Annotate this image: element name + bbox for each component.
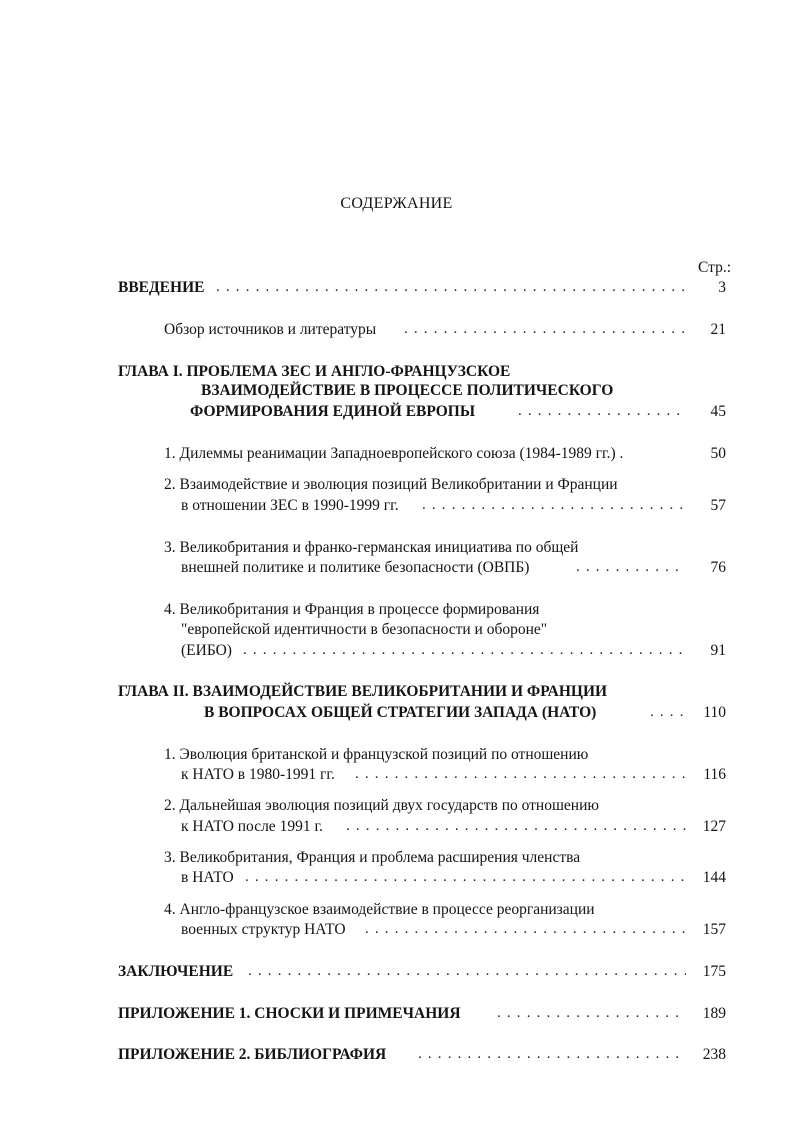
page-number: 110 (703, 704, 726, 721)
toc-entry-appendix-1: ПРИЛОЖЕНИЕ 1. СНОСКИ И ПРИМЕЧАНИЯ (118, 1005, 461, 1022)
page-number: 175 (702, 963, 726, 980)
toc-entry-intro: ВВЕДЕНИЕ (118, 279, 205, 296)
toc-section-1-4-line-3: (ЕИБО) (181, 642, 232, 659)
page-number: 91 (710, 642, 726, 659)
page-column-label: Стр.: (697, 259, 731, 276)
page-number: 127 (702, 818, 726, 835)
dot-leader (216, 278, 686, 297)
toc-section-2-1-line-1: 1. Эволюция британской и французской позиций по отношению (164, 746, 589, 763)
dot-leader (248, 962, 686, 981)
page-title: СОДЕРЖАНИЕ (340, 195, 453, 212)
page-number: 144 (702, 869, 726, 886)
toc-section-1-3-line-1: 3. Великобритания и франко-германская инициатива по общей (164, 539, 579, 556)
dot-leader (422, 496, 686, 515)
dot-leader (243, 641, 686, 660)
dot-leader (497, 1004, 686, 1023)
toc-section-2-3-line-1: 3. Великобритания, Франция и проблема расширения членства (164, 849, 581, 866)
toc-entry-appendix-2: ПРИЛОЖЕНИЕ 2. БИБЛИОГРАФИЯ (118, 1046, 387, 1063)
page-number: 3 (718, 279, 726, 296)
toc-section-2-1-line-2: к НАТО в 1980-1991 гг. (181, 766, 335, 783)
toc-section-1-2-line-2: в отношении ЗЕС в 1990-1999 гг. (181, 497, 399, 514)
toc-chapter-2-line-2: В ВОПРОСАХ ОБЩЕЙ СТРАТЕГИИ ЗАПАДА (НАТО) (204, 704, 597, 721)
toc-section-1-4-line-1: 4. Великобритания и Франция в процессе формирования (164, 601, 540, 618)
page-number: 45 (710, 403, 726, 420)
toc-entry-sources: Обзор источников и литературы (164, 321, 377, 338)
dot-leader (346, 817, 686, 836)
dot-leader (650, 703, 686, 722)
dot-leader (518, 402, 686, 421)
dot-leader (245, 868, 686, 887)
toc-chapter-2-line-1: ГЛАВА II. ВЗАИМОДЕЙСТВИЕ ВЕЛИКОБРИТАНИИ И ФРАНЦИИ (118, 683, 608, 700)
toc-section-2-2-line-2: к НАТО после 1991 г. (181, 818, 323, 835)
page-number: 116 (703, 766, 726, 783)
toc-section-2-4-line-1: 4. Англо-французское взаимодействие в процессе реорганизации (164, 901, 595, 918)
page-number: 50 (710, 445, 726, 462)
page-number: 57 (710, 497, 726, 514)
toc-section-2-4-line-2: военных структур НАТО (181, 921, 346, 938)
toc-section-1-4-line-2: "европейской идентичности в безопасности и обороне" (181, 621, 548, 638)
toc-chapter-1-line-3: ФОРМИРОВАНИЯ ЕДИНОЙ ЕВРОПЫ (190, 403, 476, 420)
toc-section-2-2-line-1: 2. Дальнейшая эволюция позиций двух государств по отношению (164, 797, 599, 814)
dot-leader (365, 920, 686, 939)
toc-section-1-2-line-1: 2. Взаимодействие и эволюция позиций Великобритании и Франции (164, 476, 618, 493)
toc-section-1-3-line-2: внешней политике и политике безопасности (ОВПБ) (181, 559, 530, 576)
dot-leader (576, 558, 686, 577)
toc-section-2-3-line-2: в НАТО (181, 869, 234, 886)
toc-chapter-1-line-1: ГЛАВА I. ПРОБЛЕМА ЗЕС И АНГЛО-ФРАНЦУЗСКОЕ (118, 363, 511, 380)
dot-leader (404, 320, 686, 339)
page-number: 238 (702, 1046, 726, 1063)
dot-leader (355, 765, 686, 784)
toc-chapter-1-line-2: ВЗАИМОДЕЙСТВИЕ В ПРОЦЕССЕ ПОЛИТИЧЕСКОГО (201, 382, 614, 399)
page-number: 76 (710, 559, 726, 576)
page-number: 157 (702, 921, 726, 938)
toc-entry-conclusion: ЗАКЛЮЧЕНИЕ (118, 963, 234, 980)
dot-leader (418, 1045, 686, 1064)
page-number: 189 (702, 1005, 726, 1022)
toc-section-1-1: 1. Дилеммы реанимации Западноевропейского союза (1984-1989 гг.) . (164, 445, 624, 462)
page-number: 21 (710, 321, 726, 338)
